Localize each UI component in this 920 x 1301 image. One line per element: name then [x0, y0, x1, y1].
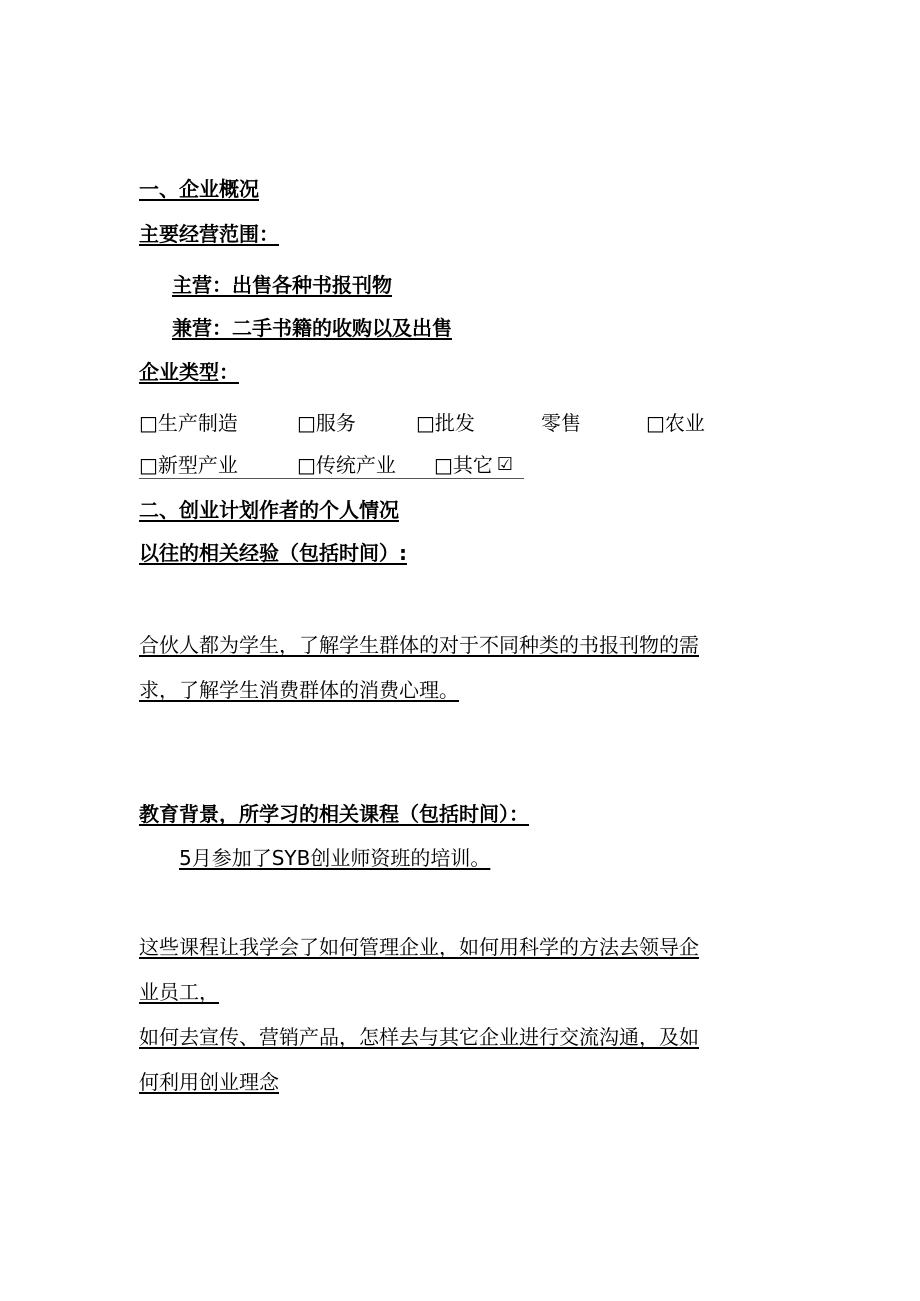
- row2-underline: [139, 478, 524, 479]
- education-label: 教育背景，所学习的相关课程（包括时间）：: [139, 802, 529, 826]
- main-business-text: 主营：出售各种书报刊物: [172, 273, 392, 297]
- main-business: [139, 272, 392, 298]
- section1-heading: 一、企业概况: [139, 177, 259, 201]
- course-text-line2: 业员工，: [139, 980, 219, 1004]
- checkmark-icon: ☑: [496, 454, 514, 475]
- type-option-other[interactable]: □其它: [434, 453, 493, 477]
- type-option-agriculture[interactable]: □农业: [646, 411, 705, 435]
- experience-text-line1: 合伙人都为学生，了解学生群体的对于不同种类的书报刊物的需: [139, 633, 699, 657]
- experience-text-line2: 求，了解学生消费群体的消费心理。: [139, 678, 459, 702]
- education-text: [139, 845, 490, 871]
- education-text-content: 5月参加了SYB创业师资班的培训。: [179, 846, 491, 870]
- type-option-retail[interactable]: 零售: [541, 411, 581, 435]
- side-business: [139, 315, 452, 341]
- side-business-text: 兼营：二手书籍的收购以及出售: [172, 316, 452, 340]
- course-text-line1: 这些课程让我学会了如何管理企业，如何用科学的方法去领导企: [139, 935, 699, 959]
- scope-label: 主要经营范围：: [139, 222, 279, 246]
- type-option-traditional-industry[interactable]: □传统产业: [297, 453, 396, 477]
- type-option-service[interactable]: □服务: [297, 411, 356, 435]
- type-option-manufacturing[interactable]: □生产制造: [139, 411, 238, 435]
- type-option-wholesale[interactable]: □批发: [416, 411, 475, 435]
- type-option-other-group: [434, 452, 513, 478]
- course-text-line4: 何利用创业理念: [139, 1070, 279, 1094]
- experience-label: 以往的相关经验（包括时间）:: [139, 541, 407, 565]
- type-option-new-industry[interactable]: □新型产业: [139, 453, 238, 477]
- type-label: 企业类型：: [139, 360, 239, 384]
- course-text-line3: 如何去宣传、营销产品，怎样去与其它企业进行交流沟通，及如: [139, 1025, 699, 1049]
- section2-heading: 二、创业计划作者的个人情况: [139, 498, 399, 522]
